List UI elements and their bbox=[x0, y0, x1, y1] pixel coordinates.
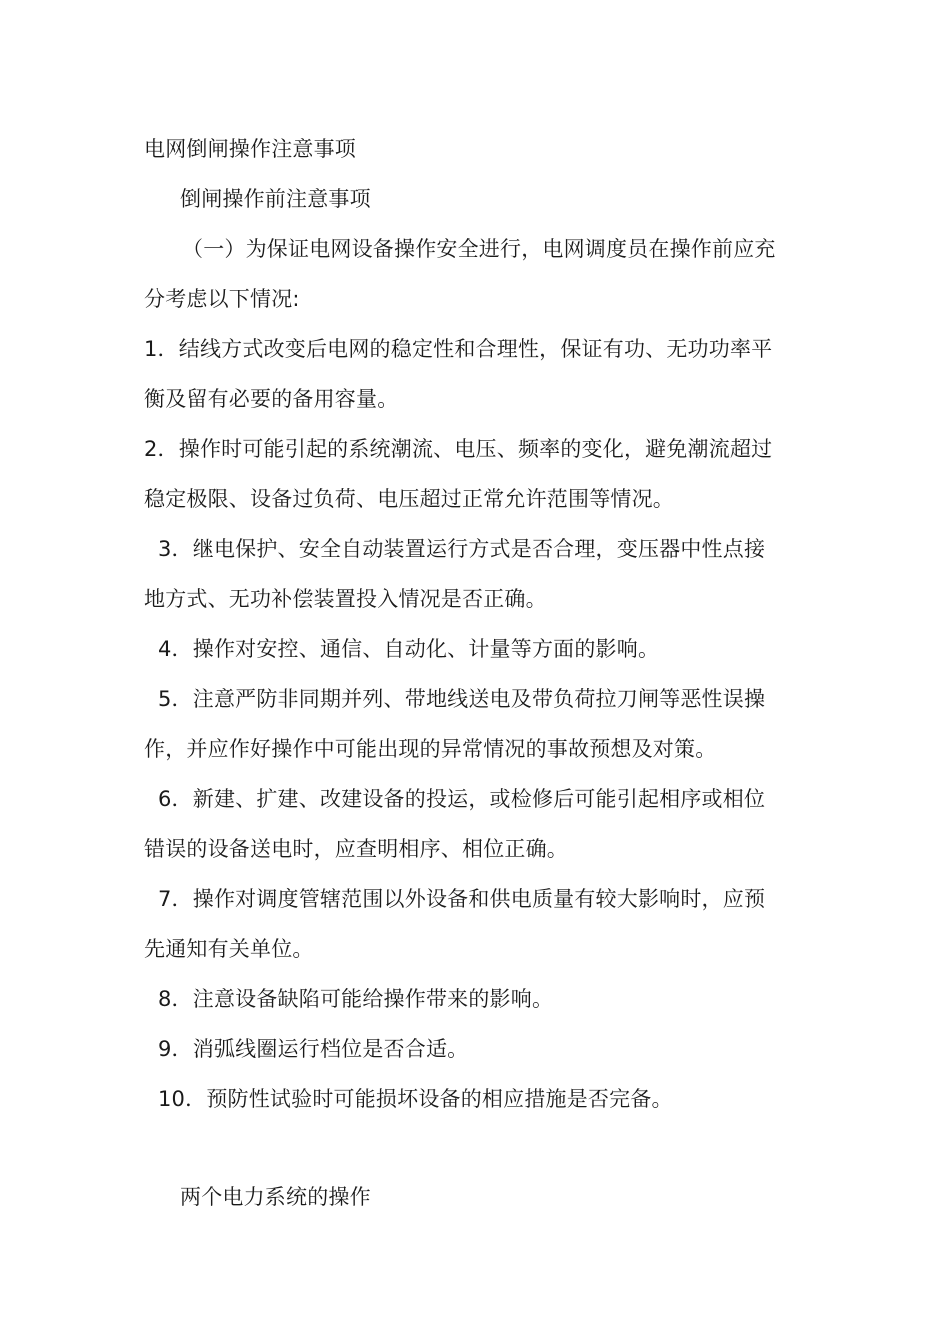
list-item-2-line-1: 2．操作时可能引起的系统潮流、电压、频率的变化，避免潮流超过 bbox=[144, 437, 773, 461]
intro-paragraph-line-2: 分考虑以下情况: bbox=[144, 287, 300, 311]
list-item-10: 10．预防性试验时可能损坏设备的相应措施是否完备。 bbox=[158, 1087, 673, 1111]
list-item-6-line-1: 6．新建、扩建、改建设备的投运，或检修后可能引起相序或相位 bbox=[158, 787, 766, 811]
list-item-5-line-2: 作，并应作好操作中可能出现的异常情况的事故预想及对策。 bbox=[144, 737, 717, 761]
list-item-5-line-1: 5．注意严防非同期并列、带地线送电及带负荷拉刀闸等恶性误操 bbox=[158, 687, 766, 711]
list-item-7-line-1: 7．操作对调度管辖范围以外设备和供电质量有较大影响时，应预 bbox=[158, 887, 766, 911]
document-title: 电网倒闸操作注意事项 bbox=[144, 137, 356, 161]
list-item-7-line-2: 先通知有关单位。 bbox=[144, 937, 314, 961]
list-item-2-line-2: 稳定极限、设备过负荷、电压超过正常允许范围等情况。 bbox=[144, 487, 674, 511]
list-item-1-line-1: 1．结线方式改变后电网的稳定性和合理性，保证有功、无功功率平 bbox=[144, 337, 773, 361]
list-item-9: 9．消弧线圈运行档位是否合适。 bbox=[158, 1037, 469, 1061]
list-item-8: 8．注意设备缺陷可能给操作带来的影响。 bbox=[158, 987, 554, 1011]
list-item-6-line-2: 错误的设备送电时，应查明相序、相位正确。 bbox=[144, 837, 568, 861]
list-item-3-line-2: 地方式、无功补偿装置投入情况是否正确。 bbox=[144, 587, 547, 611]
list-item-1-line-2: 衡及留有必要的备用容量。 bbox=[144, 387, 399, 411]
intro-paragraph-line-1: （一）为保证电网设备操作安全进行，电网调度员在操作前应充 bbox=[182, 237, 776, 261]
section-heading-before-operation: 倒闸操作前注意事项 bbox=[180, 187, 371, 211]
list-item-3-line-1: 3．继电保护、安全自动装置运行方式是否合理，变压器中性点接 bbox=[158, 537, 766, 561]
section-heading-two-systems: 两个电力系统的操作 bbox=[180, 1185, 371, 1209]
list-item-4: 4．操作对安控、通信、自动化、计量等方面的影响。 bbox=[158, 637, 660, 661]
